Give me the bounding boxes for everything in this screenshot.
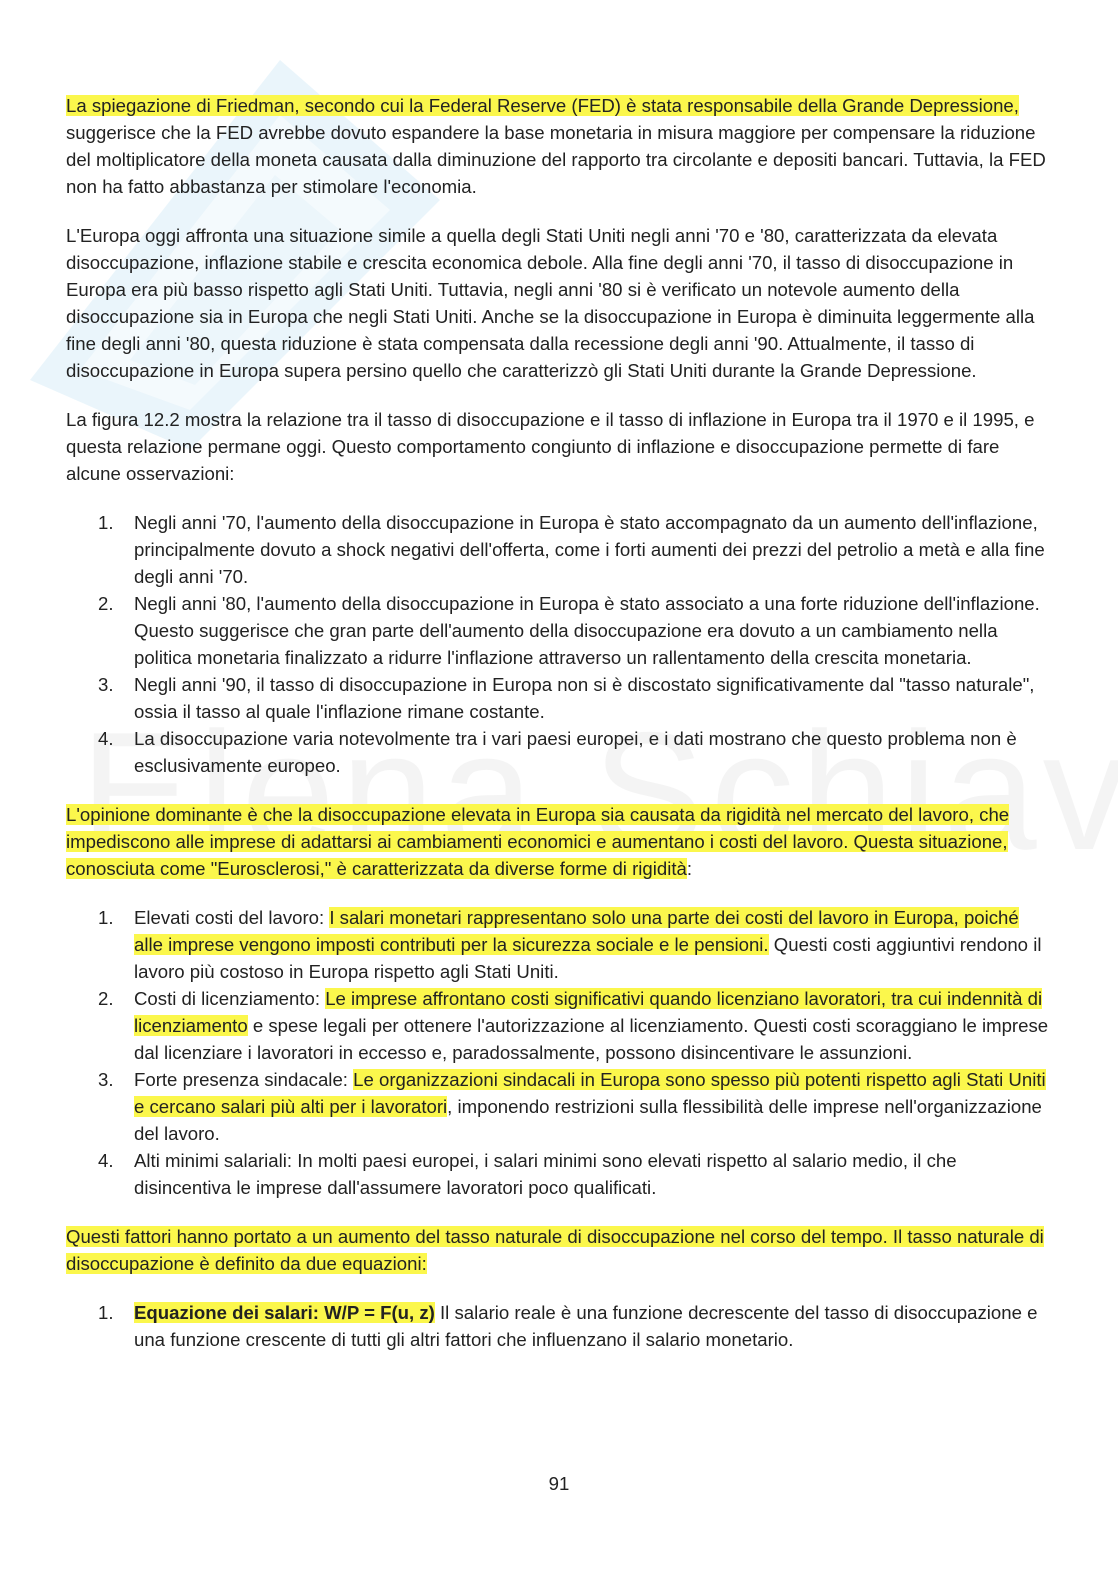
paragraph-natural-rate (66, 1223, 1051, 1277)
highlighted-text: L'opinione dominante è che la disoccupazione elevata in Europa sia causata da rigidità nel mercato del lavoro, che impediscono alle imprese di adattarsi ai cambiamenti economici e aumentano i costi del lavoro. Questa situazione, conosciuta come "Eurosclerosi," è caratterizzata da diverse forme di rigidità (66, 804, 1010, 879)
highlighted-text: Le imprese affrontano costi significativi quando licenziano lavoratori, tra cui indennità di licenziamento (134, 988, 1043, 1036)
paragraph-text: suggerisce che la FED avrebbe dovuto espandere la base monetaria in misura maggiore per compensare la riduzione del moltiplicatore della moneta causata dalla diminuzione del rapporto tra circolante e depositi bancari. Tuttavia, la FED non ha fatto abbastanza per stimolare l'economia. (66, 122, 1046, 197)
list-item: 1. Elevati costi del lavoro: I salari monetari rappresentano solo una parte dei costi del lavoro in Europa, poiché alle imprese vengono imposti contributi per la sicurezza sociale e le pensioni. Questi costi aggiuntivi rendono il lavoro più costoso in Europa rispetto agli Stati Uniti. (98, 907, 1042, 982)
page-number: 91 (548, 1473, 570, 1494)
highlighted-text: I salari monetari rappresentano solo una parte dei costi del lavoro in Europa, poiché alle imprese vengono imposti contributi per la sicurezza sociale e le pensioni. (134, 907, 1019, 955)
list-item: 4. Alti minimi salariali: In molti paesi europei, i salari minimi sono elevati rispetto al salario medio, il che disincentiva le imprese dall'assumere lavoratori poco qualificati. (98, 1150, 957, 1198)
paragraph-europe: L'Europa oggi affronta una situazione simile a quella degli Stati Uniti negli anni '70 e '80, caratterizzata da elevata disoccupazione, inflazione stabile e crescita economica debole. Alla fine degli anni '70, il tasso di disoccupazione in Europa era più basso rispetto agli Stati Uniti. Tuttavia, negli anni '80 si è verificato un notevole aumento della disoccupazione sia in Europa che negli Stati Uniti. Anche se la disoccupazione in Europa è diminuita leggermente alla fine degli anni '80, questa riduzione è stata compensata dalla recessione degli anni '90. Attualmente, il tasso di disoccupazione in Europa supera persino quello che caratterizzò gli Stati Uniti durante la Grande Depressione. (66, 225, 1035, 381)
equations-list (66, 1299, 1051, 1353)
document-body (66, 92, 1051, 1375)
rigidity-list (66, 904, 1051, 1201)
list-item: 3. Forte presenza sindacale: Le organizzazioni sindacali in Europa sono spesso più potenti rispetto agli Stati Uniti e cercano salari più alti per i lavoratori, imponendo restrizioni sulla flessibilità delle imprese nell'organizzazione del lavoro. (98, 1069, 1046, 1144)
paragraph-friedman (66, 92, 1051, 200)
list-item: 1. Negli anni '70, l'aumento della disoccupazione in Europa è stato accompagnato da un aumento dell'inflazione, principalmente dovuto a shock negativi dell'offerta, come i forti aumenti dei prezzi del petrolio a metà e alla fine degli anni '70. (98, 512, 1045, 587)
observations-list (66, 509, 1051, 779)
list-item: 1. Equazione dei salari: W/P = F(u, z) Il salario reale è una funzione decrescente del tasso di disoccupazione e una funzione crescente di tutti gli altri fattori che influenzano il salario monetario. (98, 1302, 1038, 1350)
list-item: 2. Costi di licenziamento: Le imprese affrontano costi significativi quando licenziano lavoratori, tra cui indennità di licenziamento e spese legali per ottenere l'autorizzazione al licenziamento. Questi costi scoraggiano le imprese dal licenziare i lavoratori in eccesso e, paradossalmente, possono disincentivare le assunzioni. (98, 988, 1049, 1063)
paragraph-figure: La figura 12.2 mostra la relazione tra il tasso di disoccupazione e il tasso di inflazione in Europa tra il 1970 e il 1995, e questa relazione permane oggi. Questo comportamento congiunto di inflazione e disoccupazione permette di fare alcune osservazioni: (66, 409, 1035, 484)
list-item: 4. La disoccupazione varia notevolmente tra i vari paesi europei, e i dati mostrano che questo problema non è esclusivamente europeo. (98, 728, 1017, 776)
equation-label: Equazione dei salari: W/P = F(u, z) (134, 1302, 435, 1323)
paragraph-eurosclerosi: L'opinione dominante è che la disoccupazione elevata in Europa sia causata da rigidità nel mercato del lavoro, che impediscono alle imprese di adattarsi ai cambiamenti economici e aumentano i costi del lavoro. Questa situazione, conosciuta come "Eurosclerosi," è caratterizzata da diverse forme di rigidità: (66, 804, 1010, 879)
highlighted-text: Questi fattori hanno portato a un aumento del tasso naturale di disoccupazione nel corso del tempo. Il tasso naturale di disoccupazione è definito da due equazioni: (66, 1226, 1044, 1274)
highlighted-text: Le organizzazioni sindacali in Europa sono spesso più potenti rispetto agli Stati Uniti e cercano salari più alti per i lavoratori (134, 1069, 1046, 1117)
list-item: 2. Negli anni '80, l'aumento della disoccupazione in Europa è stato associato a una forte riduzione dell'inflazione. Questo suggerisce che gran parte dell'aumento della disoccupazione era dovuto a un cambiamento nella politica monetaria finalizzato a ridurre l'inflazione attraverso un rallentamento della crescita monetaria. (98, 593, 1040, 668)
highlighted-text: La spiegazione di Friedman, secondo cui la Federal Reserve (FED) è stata responsabile della Grande Depressione, (66, 95, 1019, 116)
list-item: 3. Negli anni '90, il tasso di disoccupazione in Europa non si è discostato significativamente dal "tasso naturale", ossia il tasso al quale l'inflazione rimane costante. (98, 674, 1035, 722)
